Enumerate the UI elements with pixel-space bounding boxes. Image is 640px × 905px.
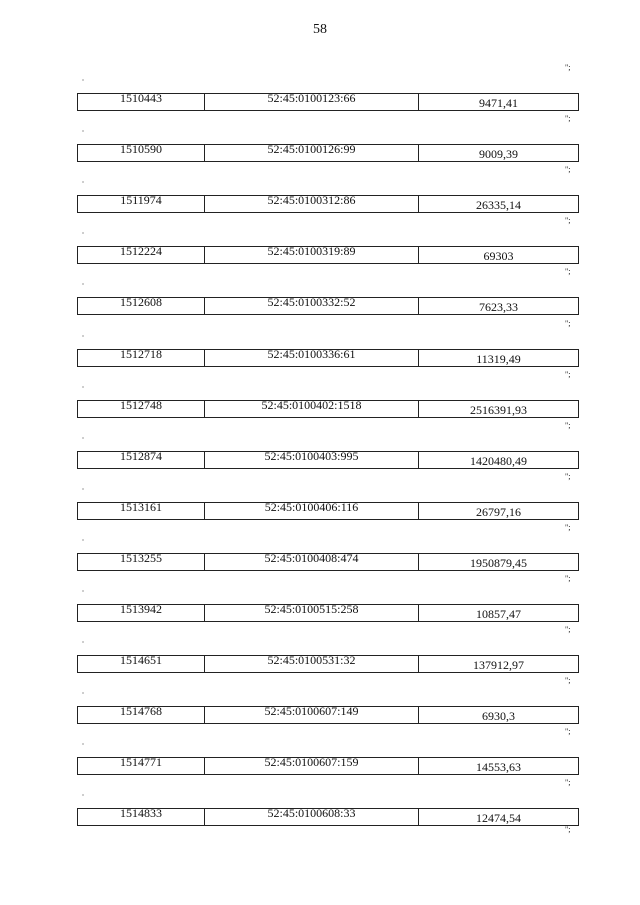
opening-quote-mark: " (82, 335, 85, 341)
closing-quote-mark: "; (565, 676, 571, 686)
record-id: 1511974 (120, 193, 162, 208)
cadastral-number-cell (205, 499, 419, 519)
cadastral-number: 52:45:0100336:61 (267, 346, 356, 361)
closing-quote-mark: "; (565, 727, 571, 737)
cadastral-number: 52:45:0100608:33 (267, 806, 356, 821)
cadastral-value-cell (419, 196, 578, 212)
cadastral-value: 1950879,45 (470, 555, 527, 570)
cadastral-number-cell (205, 704, 419, 723)
opening-quote-mark: " (82, 233, 85, 239)
opening-quote-mark: " (82, 284, 85, 290)
record-block (0, 626, 640, 678)
record-id: 1513942 (120, 602, 162, 616)
cadastral-value: 11319,49 (476, 351, 521, 366)
opening-quote-mark: " (82, 437, 85, 443)
cadastral-number-cell (205, 755, 419, 774)
cadastral-value-cell (419, 503, 578, 519)
cadastral-number: 52:45:0100319:89 (267, 244, 356, 259)
closing-quote-mark: "; (565, 114, 571, 124)
table-row (77, 195, 579, 213)
record-id-cell (78, 806, 205, 825)
cadastral-value-cell (419, 401, 578, 417)
record-id-cell (78, 755, 205, 774)
table-row (77, 499, 579, 520)
cadastral-number: 52:45:0100402:1518 (261, 397, 362, 412)
record-id: 1514768 (120, 704, 162, 719)
record-id: 1510443 (120, 91, 162, 105)
cadastral-value: 2516391,93 (470, 402, 527, 417)
record-block (0, 524, 640, 576)
record-block (0, 64, 640, 116)
record-id-cell (78, 550, 205, 570)
record-block (0, 728, 640, 780)
cadastral-number: 52:45:0100531:32 (267, 653, 356, 668)
opening-quote-mark: " (82, 182, 85, 188)
record-id: 1512718 (120, 346, 162, 361)
record-id-cell (78, 397, 205, 417)
cadastral-number: 52:45:0100403:995 (264, 448, 359, 463)
cadastral-value-cell (419, 758, 578, 774)
record-block (0, 371, 640, 423)
cadastral-number-cell (205, 448, 419, 468)
cadastral-number-cell (205, 295, 419, 314)
record-id: 1512608 (120, 295, 162, 310)
cadastral-value: 14553,63 (476, 760, 521, 775)
closing-quote-mark: "; (565, 825, 571, 834)
cadastral-value: 10857,47 (476, 607, 521, 621)
record-id: 1514833 (120, 806, 162, 821)
cadastral-value: 7623,33 (479, 300, 518, 315)
cadastral-number: 52:45:0100126:99 (267, 142, 356, 157)
closing-quote-mark: "; (565, 267, 571, 277)
record-id: 1512874 (120, 448, 162, 463)
record-id-cell (78, 602, 205, 621)
cadastral-value: 69303 (483, 249, 514, 264)
record-id-cell (78, 244, 205, 263)
record-id-cell (78, 653, 205, 672)
cadastral-value: 1420480,49 (470, 453, 527, 468)
opening-quote-mark: " (82, 488, 85, 494)
cadastral-number: 52:45:0100607:149 (264, 704, 359, 719)
closing-quote-mark: "; (565, 63, 571, 72)
closing-quote-mark: "; (565, 625, 571, 635)
cadastral-value: 137912,97 (473, 658, 524, 673)
cadastral-number: 52:45:0100607:159 (264, 755, 359, 770)
record-block (0, 422, 640, 474)
table-row (77, 246, 579, 264)
cadastral-number: 52:45:0100408:474 (264, 550, 359, 565)
record-id: 1510590 (120, 142, 162, 157)
cadastral-value: 26797,16 (476, 504, 521, 519)
closing-quote-mark: "; (565, 778, 571, 788)
cadastral-value-cell (419, 605, 578, 621)
table-row (77, 93, 579, 111)
record-block (0, 217, 640, 269)
closing-quote-mark: "; (565, 522, 571, 532)
opening-quote-mark: " (82, 744, 85, 750)
cadastral-number: 52:45:0100312:86 (267, 193, 356, 208)
cadastral-number: 52:45:0100123:66 (267, 91, 356, 105)
cadastral-value-cell (419, 298, 578, 314)
record-id: 1512748 (120, 397, 162, 412)
cadastral-value-cell (419, 145, 578, 161)
record-id: 1513255 (120, 550, 162, 565)
cadastral-number: 52:45:0100332:52 (267, 295, 356, 310)
record-block (0, 473, 640, 525)
table-row (77, 144, 579, 162)
cadastral-value: 6930,3 (482, 709, 515, 724)
cadastral-number-cell (205, 244, 419, 263)
opening-quote-mark: " (82, 80, 85, 85)
cadastral-number-cell (205, 397, 419, 417)
closing-quote-mark: "; (565, 216, 571, 226)
record-id-cell (78, 91, 205, 110)
cadastral-number-cell (205, 602, 419, 621)
cadastral-value: 26335,14 (476, 198, 521, 213)
table-row (77, 550, 579, 571)
table-row (77, 448, 579, 469)
cadastral-number-cell (205, 550, 419, 570)
cadastral-number-cell (205, 91, 419, 110)
table-row (77, 655, 579, 673)
opening-quote-mark: " (82, 539, 85, 545)
record-block (0, 677, 640, 729)
closing-quote-mark: "; (565, 165, 571, 175)
cadastral-value-cell (419, 350, 578, 366)
closing-quote-mark: "; (565, 369, 571, 379)
record-block (0, 575, 640, 627)
closing-quote-mark: "; (565, 574, 571, 583)
closing-quote-mark: "; (565, 318, 571, 328)
record-id: 1514651 (120, 653, 162, 668)
cadastral-number-cell (205, 653, 419, 672)
table-row (77, 346, 579, 367)
cadastral-value: 12474,54 (476, 811, 521, 826)
record-id-cell (78, 499, 205, 519)
opening-quote-mark: " (82, 131, 85, 137)
page-number: 58 (313, 22, 327, 37)
record-block (0, 320, 640, 372)
table-row (77, 706, 579, 724)
cadastral-number: 52:45:0100515:258 (264, 602, 359, 616)
cadastral-value: 9009,39 (479, 147, 518, 162)
cadastral-number: 52:45:0100406:116 (264, 499, 359, 514)
opening-quote-mark: " (82, 591, 85, 596)
cadastral-value: 9471,41 (479, 96, 518, 110)
record-id-cell (78, 448, 205, 468)
table-row (77, 757, 579, 775)
record-id-cell (78, 704, 205, 723)
cadastral-number-cell (205, 193, 419, 212)
cadastral-number-cell (205, 806, 419, 825)
cadastral-number-cell (205, 346, 419, 366)
record-id-cell (78, 295, 205, 314)
record-id-cell (78, 193, 205, 212)
opening-quote-mark: " (82, 642, 85, 648)
cadastral-value-cell (419, 452, 578, 468)
record-block (0, 779, 640, 831)
record-id-cell (78, 142, 205, 161)
closing-quote-mark: "; (565, 420, 571, 430)
record-id: 1514771 (120, 755, 162, 770)
opening-quote-mark: " (82, 386, 85, 392)
cadastral-value-cell (419, 809, 578, 825)
cadastral-value-cell (419, 94, 578, 110)
record-block (0, 166, 640, 218)
cadastral-number-cell (205, 142, 419, 161)
cadastral-value-cell (419, 707, 578, 723)
table-row (77, 397, 579, 418)
cadastral-value-cell (419, 656, 578, 672)
opening-quote-mark: " (82, 693, 85, 699)
table-row (77, 297, 579, 315)
cadastral-value-cell (419, 247, 578, 263)
cadastral-value-cell (419, 554, 578, 570)
record-block (0, 115, 640, 167)
table-row (77, 604, 579, 622)
record-block (0, 268, 640, 320)
opening-quote-mark: " (82, 795, 85, 801)
record-id: 1513161 (120, 499, 162, 514)
record-id: 1512224 (120, 244, 162, 259)
table-row (77, 808, 579, 826)
closing-quote-mark: "; (565, 471, 571, 481)
record-id-cell (78, 346, 205, 366)
